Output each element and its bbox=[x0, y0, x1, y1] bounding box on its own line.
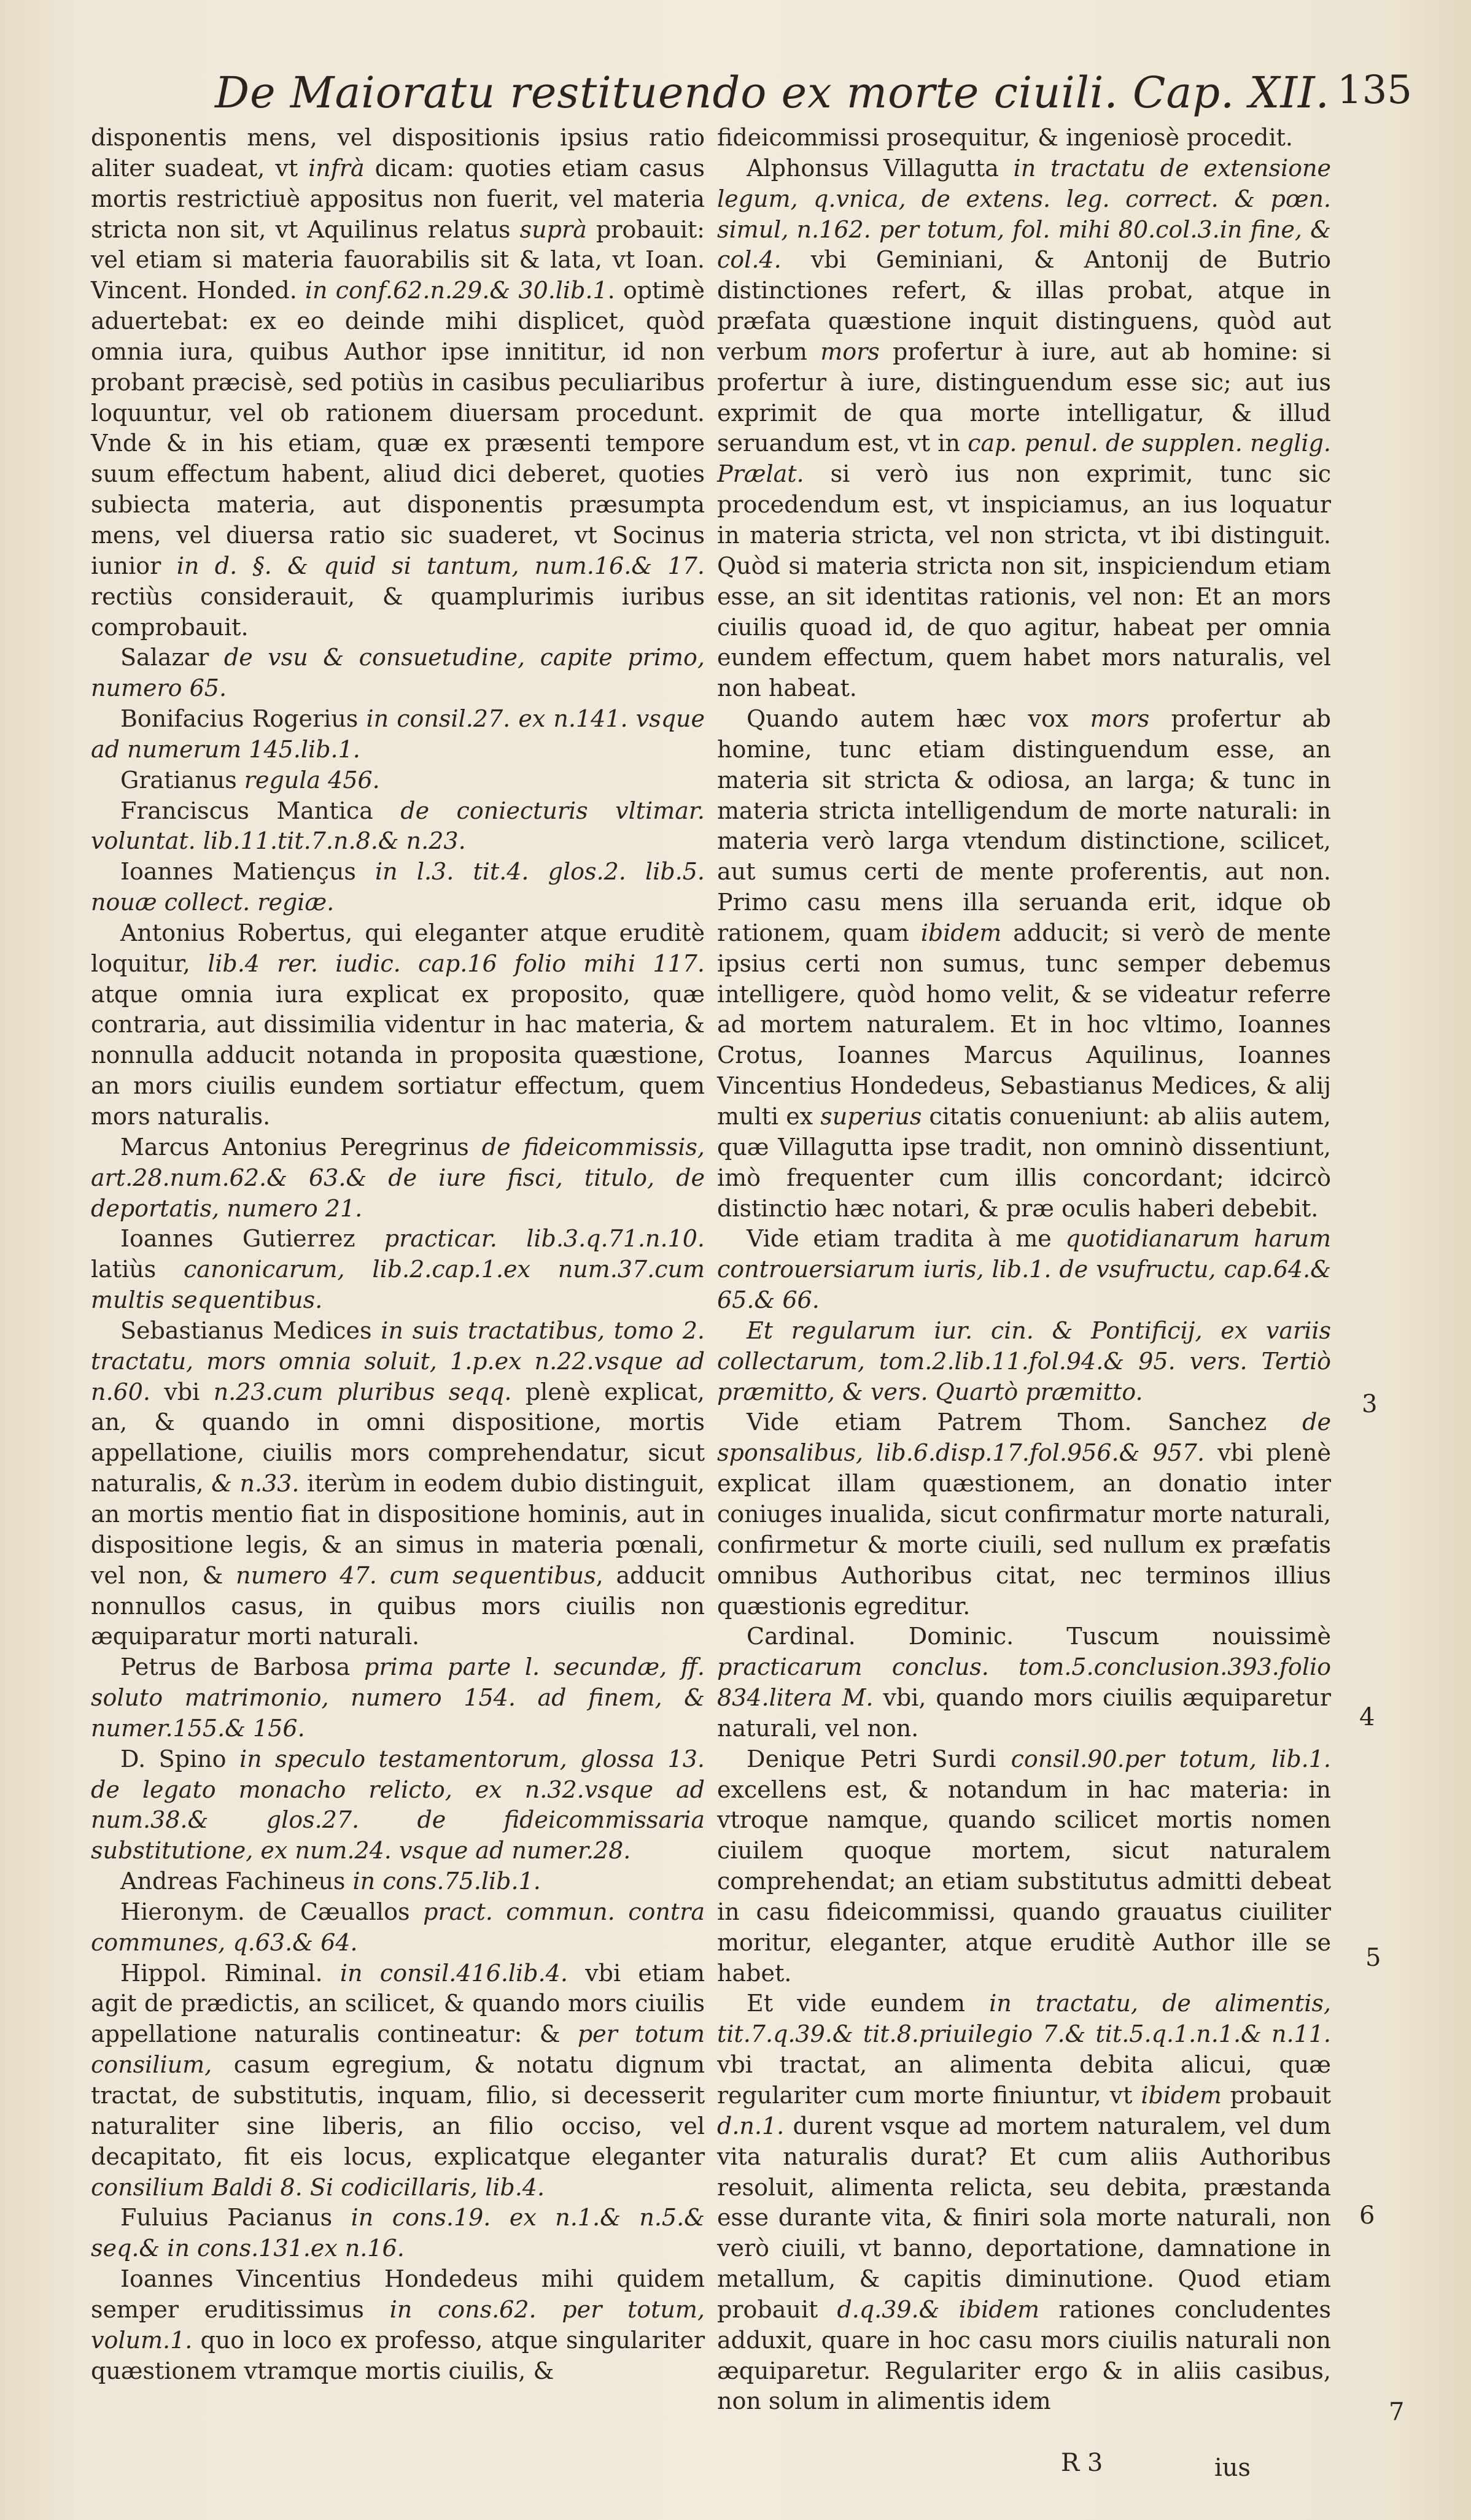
paragraph bbox=[717, 123, 1331, 153]
citation-text: in consil.27. ex n.141. vsque ad numerum 145.lib.1. bbox=[91, 705, 705, 763]
citation-text: d.q.39.& ibidem bbox=[837, 2295, 1040, 2323]
body-text: vbi bbox=[150, 1378, 214, 1405]
paragraph bbox=[91, 1958, 705, 2203]
margin-number: 7 bbox=[1389, 2398, 1405, 2426]
body-text: probauit: vel etiam si materia fauorabilis sit & lata, vt Ioan. Vincent. Honded. bbox=[91, 215, 705, 304]
body-text: Alphonsus Villagutta bbox=[747, 154, 1014, 182]
paragraph bbox=[91, 1132, 705, 1224]
citation-text: in l.3. tit.4. glos.2. lib.5. nouæ collect. regiæ. bbox=[91, 858, 705, 916]
paragraph bbox=[91, 2203, 705, 2264]
body-text: Cardinal. Dominic. Tuscum nouissimè bbox=[747, 1623, 1331, 1650]
body-text: Quando autem hæc vox bbox=[747, 705, 1090, 733]
citation-text: ibidem bbox=[920, 919, 1002, 946]
body-text: Petrus de Barbosa bbox=[120, 1653, 365, 1681]
body-text: plenè explicat, an, & quando in omni dispositione, mortis appellatione, ciuilis mors comprehendatur, sicut naturalis, bbox=[91, 1378, 705, 1498]
body-text: D. Spino bbox=[120, 1745, 239, 1772]
body-text: disponentis mens, vel dispositionis ipsius ratio aliter suadeat, vt bbox=[91, 124, 705, 182]
citation-text: regula 456. bbox=[244, 766, 380, 794]
paragraph bbox=[717, 704, 1331, 1224]
body-text: Antonius Robertus, qui eleganter atque eruditè loquitur, bbox=[91, 919, 705, 977]
body-text: Gratianus bbox=[120, 766, 244, 794]
citation-text: in d. §. & quid si tantum, num.16.& 17. bbox=[176, 552, 705, 579]
margin-number: 6 bbox=[1359, 2201, 1375, 2230]
citation-text: in conf.62.n.29.& 30.lib.1 bbox=[305, 277, 608, 304]
paragraph bbox=[91, 1316, 705, 1652]
citation-text: in consil.416.lib.4. bbox=[340, 1959, 568, 1987]
page-header bbox=[215, 68, 1412, 123]
body-text: Franciscus Mantica bbox=[120, 797, 401, 824]
body-text: vbi, quando mors ciuilis æquiparetur naturali, vel non. bbox=[717, 1684, 1331, 1742]
paragraph bbox=[717, 1744, 1331, 1989]
citation-text: consilium Baldi 8. Si codicillaris, lib.4. bbox=[91, 2173, 545, 2201]
paragraph bbox=[717, 1224, 1331, 1316]
body-text: Salazar bbox=[120, 644, 224, 671]
citation-text: in cons.62. per totum, volum.1. bbox=[91, 2295, 705, 2354]
paragraph bbox=[91, 704, 705, 765]
paragraph bbox=[717, 1316, 1331, 1408]
paragraph bbox=[91, 1744, 705, 1866]
body-text: quo in loco ex professo, atque singulariter quæstionem vtramque mortis ciuilis, & bbox=[91, 2326, 705, 2384]
page-footer bbox=[1061, 2449, 1306, 2482]
paragraph bbox=[717, 1621, 1331, 1744]
right-text-column bbox=[717, 123, 1331, 2417]
citation-text: practicarum conclus. tom.5.conclusion.393.folio 834.litera M. bbox=[717, 1653, 1331, 1712]
citation-text: n.23.cum pluribus seqq. bbox=[213, 1378, 512, 1405]
body-text: citatis conueniunt: ab aliis autem, quæ Villagutta ipse tradit, non omninò dissentiunt, imò frequenter cum illis concordant; idcircò distinctio hæc notari, & præ oculis haberi debebit. bbox=[717, 1103, 1331, 1222]
paragraph bbox=[91, 796, 705, 857]
body-text: excellens est, & notandum in hac materia: in vtroque namque, quando scilicet mortis nomen ciuilem quoque mortem, sicut naturalem comprehendat; an etiam substitutus admitti debeat in casu fideicommissi, quando grauatus ciuiliter moritur, eleganter, atque eruditè Author ille se habet. bbox=[717, 1776, 1331, 1987]
citation-text: in tractatu de extensione legum, q.vnica, de extens. leg. correct. & pœn. simul, n.162. per totum, fol. mihi 80.col.3.in fine, & col.4. bbox=[717, 154, 1331, 274]
body-text: si verò ius non exprimit, tunc sic procedendum est, vt inspiciamus, an ius loquatur in materia stricta, vel non stricta, vt ibi distinguit. Quòd si materia stricta non sit, inspiciendum etiam esse, an sit identitas rationis, vel non: Et an mors ciuilis quoad id, de quo agitur, habeat per omnia eundem effectum, quem habet mors naturalis, vel non habeat. bbox=[717, 460, 1331, 702]
citation-text: mors bbox=[820, 338, 880, 365]
body-text: probauit bbox=[1221, 2082, 1332, 2109]
body-text: vbi etiam agit de prædictis, an scilicet, & quando mors ciuilis appellatione naturalis contineatur: & bbox=[91, 1959, 705, 2048]
body-text: , adducit nonnullos casus, in quibus mors ciuilis non æquiparatur morti naturali. bbox=[91, 1561, 705, 1650]
margin-number: 5 bbox=[1365, 1944, 1381, 1972]
body-text: dicam: quoties etiam casus mortis restrictiuè appositus non fuerit, vel materia stricta non sit, vt Aquilinus relatus bbox=[91, 154, 705, 243]
body-text: Andreas Fachineus bbox=[120, 1868, 353, 1895]
citation-text: in cons.19. ex n.1.& n.5.& seq.& in cons.131.ex n.16. bbox=[91, 2204, 705, 2262]
paragraph bbox=[91, 1652, 705, 1744]
signature-mark: R 3 bbox=[1061, 2449, 1103, 2477]
body-text: vbi Geminiani, & Antonij de Butrio distinctiones refert, & illas probat, atque in præfata quæstione inquit distinguens, quòd aut verbum bbox=[717, 246, 1331, 365]
running-head: De Maioratu restituendo ex morte ciuili. Cap. XII. bbox=[215, 68, 1330, 118]
catchword: ius bbox=[1214, 2454, 1251, 2482]
body-text: Vide etiam Patrem Thom. Sanchez bbox=[747, 1409, 1303, 1436]
paragraph bbox=[717, 153, 1331, 704]
citation-text: in cons.75.lib.1. bbox=[352, 1868, 541, 1895]
body-text: rectiùs considerauit, & quamplurimis iuribus comprobauit. bbox=[91, 582, 705, 641]
body-text: rationes concludentes adduxit, quare in hoc casu mors ciuilis naturali non æquiparetur. Regulariter ergo & in aliis casibus, non solum in alimentis idem bbox=[717, 2295, 1332, 2415]
citation-text: de vsu & consuetudine, capite primo, numero 65. bbox=[91, 644, 705, 702]
citation-text: consil.90.per totum, lib.1. bbox=[1011, 1745, 1331, 1772]
paragraph bbox=[91, 123, 705, 643]
citation-text: quotidianarum harum controuersiarum iuris, lib.1. de vsufructu, cap.64.& 65.& 66. bbox=[717, 1225, 1331, 1314]
citation-text: in tractatu, de alimentis, tit.7.q.39.& tit.8.priuilegio 7.& tit.5.q.1.n.1.& n.11. bbox=[717, 1990, 1332, 2048]
paragraph bbox=[91, 918, 705, 1132]
body-text: profertur ab homine, tunc etiam distinguendum esse, an materia sit stricta & odiosa, an larga; & tunc in materia stricta intelligendum de morte naturali: in materia verò larga vtendum distinctione, scilicet, aut sumus certi de mente proferentis, aut non. Primo casu mens illa seruanda erit, idque ob rationem, quam bbox=[717, 705, 1331, 946]
citation-text: per totum consilium, bbox=[91, 2020, 705, 2079]
body-text: casum egregium, & notatu dignum tractat, de substitutis, inquam, filio, si decesserit naturaliter sine liberis, an filio occiso, vel decapitato, fit eis locus, explicatque eleganter bbox=[91, 2051, 705, 2170]
body-text: atque omnia iura explicat ex proposito, quæ contraria, aut dissimilia videntur in hac materia, & nonnulla adducit notanda in proposita quæstione, an mors ciuilis eundem sortiatur effectum, quem mors naturalis. bbox=[91, 980, 705, 1130]
paragraph bbox=[91, 643, 705, 704]
body-text: vbi plenè explicat illam quæstionem, an donatio inter coniuges inualida, sicut confirmatur morte naturali, confirmetur & morte ciuili, sed nullum ex præfatis omnibus Authoribus citat, nec terminos illius quæstionis egreditur. bbox=[717, 1439, 1331, 1620]
page-number: 135 bbox=[1337, 68, 1412, 113]
margin-number: 3 bbox=[1362, 1390, 1378, 1418]
citation-text: d.n.1. bbox=[717, 2112, 785, 2139]
body-text: Ioannes Vincentius Hondedeus mihi quidem semper eruditissimus bbox=[91, 2265, 705, 2323]
paragraph bbox=[91, 765, 705, 796]
citation-text: de coniecturis vltimar. voluntat. lib.11.tit.7.n.8.& n.23. bbox=[91, 797, 705, 855]
body-text: Hieronym. de Cæuallos bbox=[120, 1898, 424, 1925]
citation-text: de sponsalibus, lib.6.disp.17.fol.956.& 957. bbox=[717, 1409, 1331, 1467]
body-text: profertur à iure, aut ab homine: si profertur à iure, distinguendum esse sic; aut ius exprimit de qua morte intelligatur, & illud seruandum est, vt in bbox=[717, 338, 1331, 457]
paragraph bbox=[91, 1224, 705, 1316]
citation-text: cap. penul. de supplen. neglig. Prælat. bbox=[717, 430, 1331, 488]
body-text: adducit; si verò de mente ipsius certi non sumus, tunc semper debemus intelligere, quòd homo velit, & se videatur referre ad mortem naturalem. Et in hoc vltimo, Ioannes Crotus, Ioannes Marcus Aquilinus, Ioannes Vincentius Hondedeus, Sebastianus Medices, & alij multi ex bbox=[717, 919, 1332, 1130]
paragraph bbox=[91, 2264, 705, 2386]
body-text: latiùs bbox=[91, 1256, 184, 1283]
left-text-column bbox=[91, 123, 705, 2386]
citation-text: lib.4 rer. iudic. cap.16 folio mihi 117. bbox=[208, 949, 705, 977]
body-text: iterùm in eodem dubio distinguit, an mortis mentio fiat in dispositione hominis, aut in dispositione legis, & an simus in materia pœnali, vel non, & bbox=[91, 1470, 705, 1589]
body-text: Bonifacius Rogerius bbox=[120, 705, 367, 733]
paragraph bbox=[91, 1897, 705, 1958]
citation-text: de fideicommissis, art.28.num.62.& 63.& de iure fisci, titulo, de deportatis, numero 21. bbox=[91, 1133, 705, 1222]
citation-text: prima parte l. secundæ, ff. soluto matrimonio, numero 154. ad finem, & numer.155.& 156. bbox=[91, 1653, 705, 1742]
margin-number: 4 bbox=[1359, 1703, 1375, 1731]
body-text: Hippol. Riminal. bbox=[120, 1959, 340, 1987]
paragraph bbox=[91, 857, 705, 918]
body-text: vbi tractat, an alimenta debita alicui, quæ regulariter cum morte finiuntur, vt bbox=[717, 2051, 1331, 2109]
citation-text: canonicarum, lib.2.cap.1.ex num.37.cum multis sequentibus. bbox=[91, 1256, 705, 1314]
body-text: Ioannes Gutierrez bbox=[120, 1225, 384, 1253]
paragraph bbox=[717, 1407, 1331, 1621]
body-text: Et vide eundem bbox=[747, 1990, 990, 2017]
citation-text: ibidem bbox=[1141, 2082, 1222, 2109]
citation-text: superius bbox=[820, 1103, 922, 1130]
body-text: Marcus Antonius Peregrinus bbox=[120, 1133, 482, 1161]
body-text: . optimè aduertebat: ex eo deinde mihi displicet, quòd omnia iura, quibus Author ipse innititur, id non probant præcisè, sed potiùs in casibus peculiaribus loquuntur, vel ob rationem diuersam procedunt. Vnde & in his etiam, quæ ex præsenti tempore suum effectum habent, aliud dici deberet, quoties subiecta materia, aut disponentis præsumpta mens, vel diuersa ratio sic suaderet, vt Socinus iunior bbox=[91, 277, 705, 579]
paragraph bbox=[91, 1866, 705, 1897]
citation-text: mors bbox=[1090, 705, 1150, 733]
citation-text: pract. commun. contra communes, q.63.& 64. bbox=[91, 1898, 705, 1956]
body-text: Denique Petri Surdi bbox=[747, 1745, 1011, 1772]
citation-text: in suis tractatibus, tomo 2. tractatu, mors omnia soluit, 1.p.ex n.22.vsque ad n.60. bbox=[91, 1316, 705, 1405]
body-text: Sebastianus Medices bbox=[120, 1316, 381, 1344]
body-text: fideicommissi prosequitur, & ingeniosè procedit. bbox=[717, 124, 1294, 151]
citation-text: Et regularum iur. cin. & Pontificij, ex variis collectarum, tom.2.lib.11.fol.94.& 95. vers. Tertiò præmitto, & vers. Quartò præmitto. bbox=[717, 1316, 1331, 1405]
paragraph bbox=[717, 1989, 1331, 2417]
body-text: Fuluius Pacianus bbox=[120, 2204, 351, 2232]
citation-text: in speculo testamentorum, glossa 13. de legato monacho relicto, ex n.32.vsque ad num.38.& glos.27. de fideicommissaria substitutione, ex num.24. vsque ad numer.28. bbox=[91, 1745, 705, 1865]
body-text: Vide etiam tradita à me bbox=[747, 1225, 1066, 1253]
citation-text: infrà bbox=[308, 154, 365, 182]
citation-text: practicar. lib.3.q.71.n.10. bbox=[384, 1225, 705, 1253]
citation-text: numero 47. cum sequentibus bbox=[236, 1561, 596, 1589]
body-text: Ioannes Matiençus bbox=[120, 858, 376, 886]
body-text: durent vsque ad mortem naturalem, vel dum vita naturalis durat? Et cum aliis Authoribus resoluit, alimenta relicta, seu debita, præstanda esse durante vita, & finiri sola morte naturali, non verò ciuili, vt banno, deportatione, damnatione in metallum, & capitis diminutione. Quod etiam probauit bbox=[717, 2112, 1331, 2323]
citation-text: & n.33. bbox=[211, 1470, 300, 1498]
citation-text: suprà bbox=[519, 215, 587, 243]
